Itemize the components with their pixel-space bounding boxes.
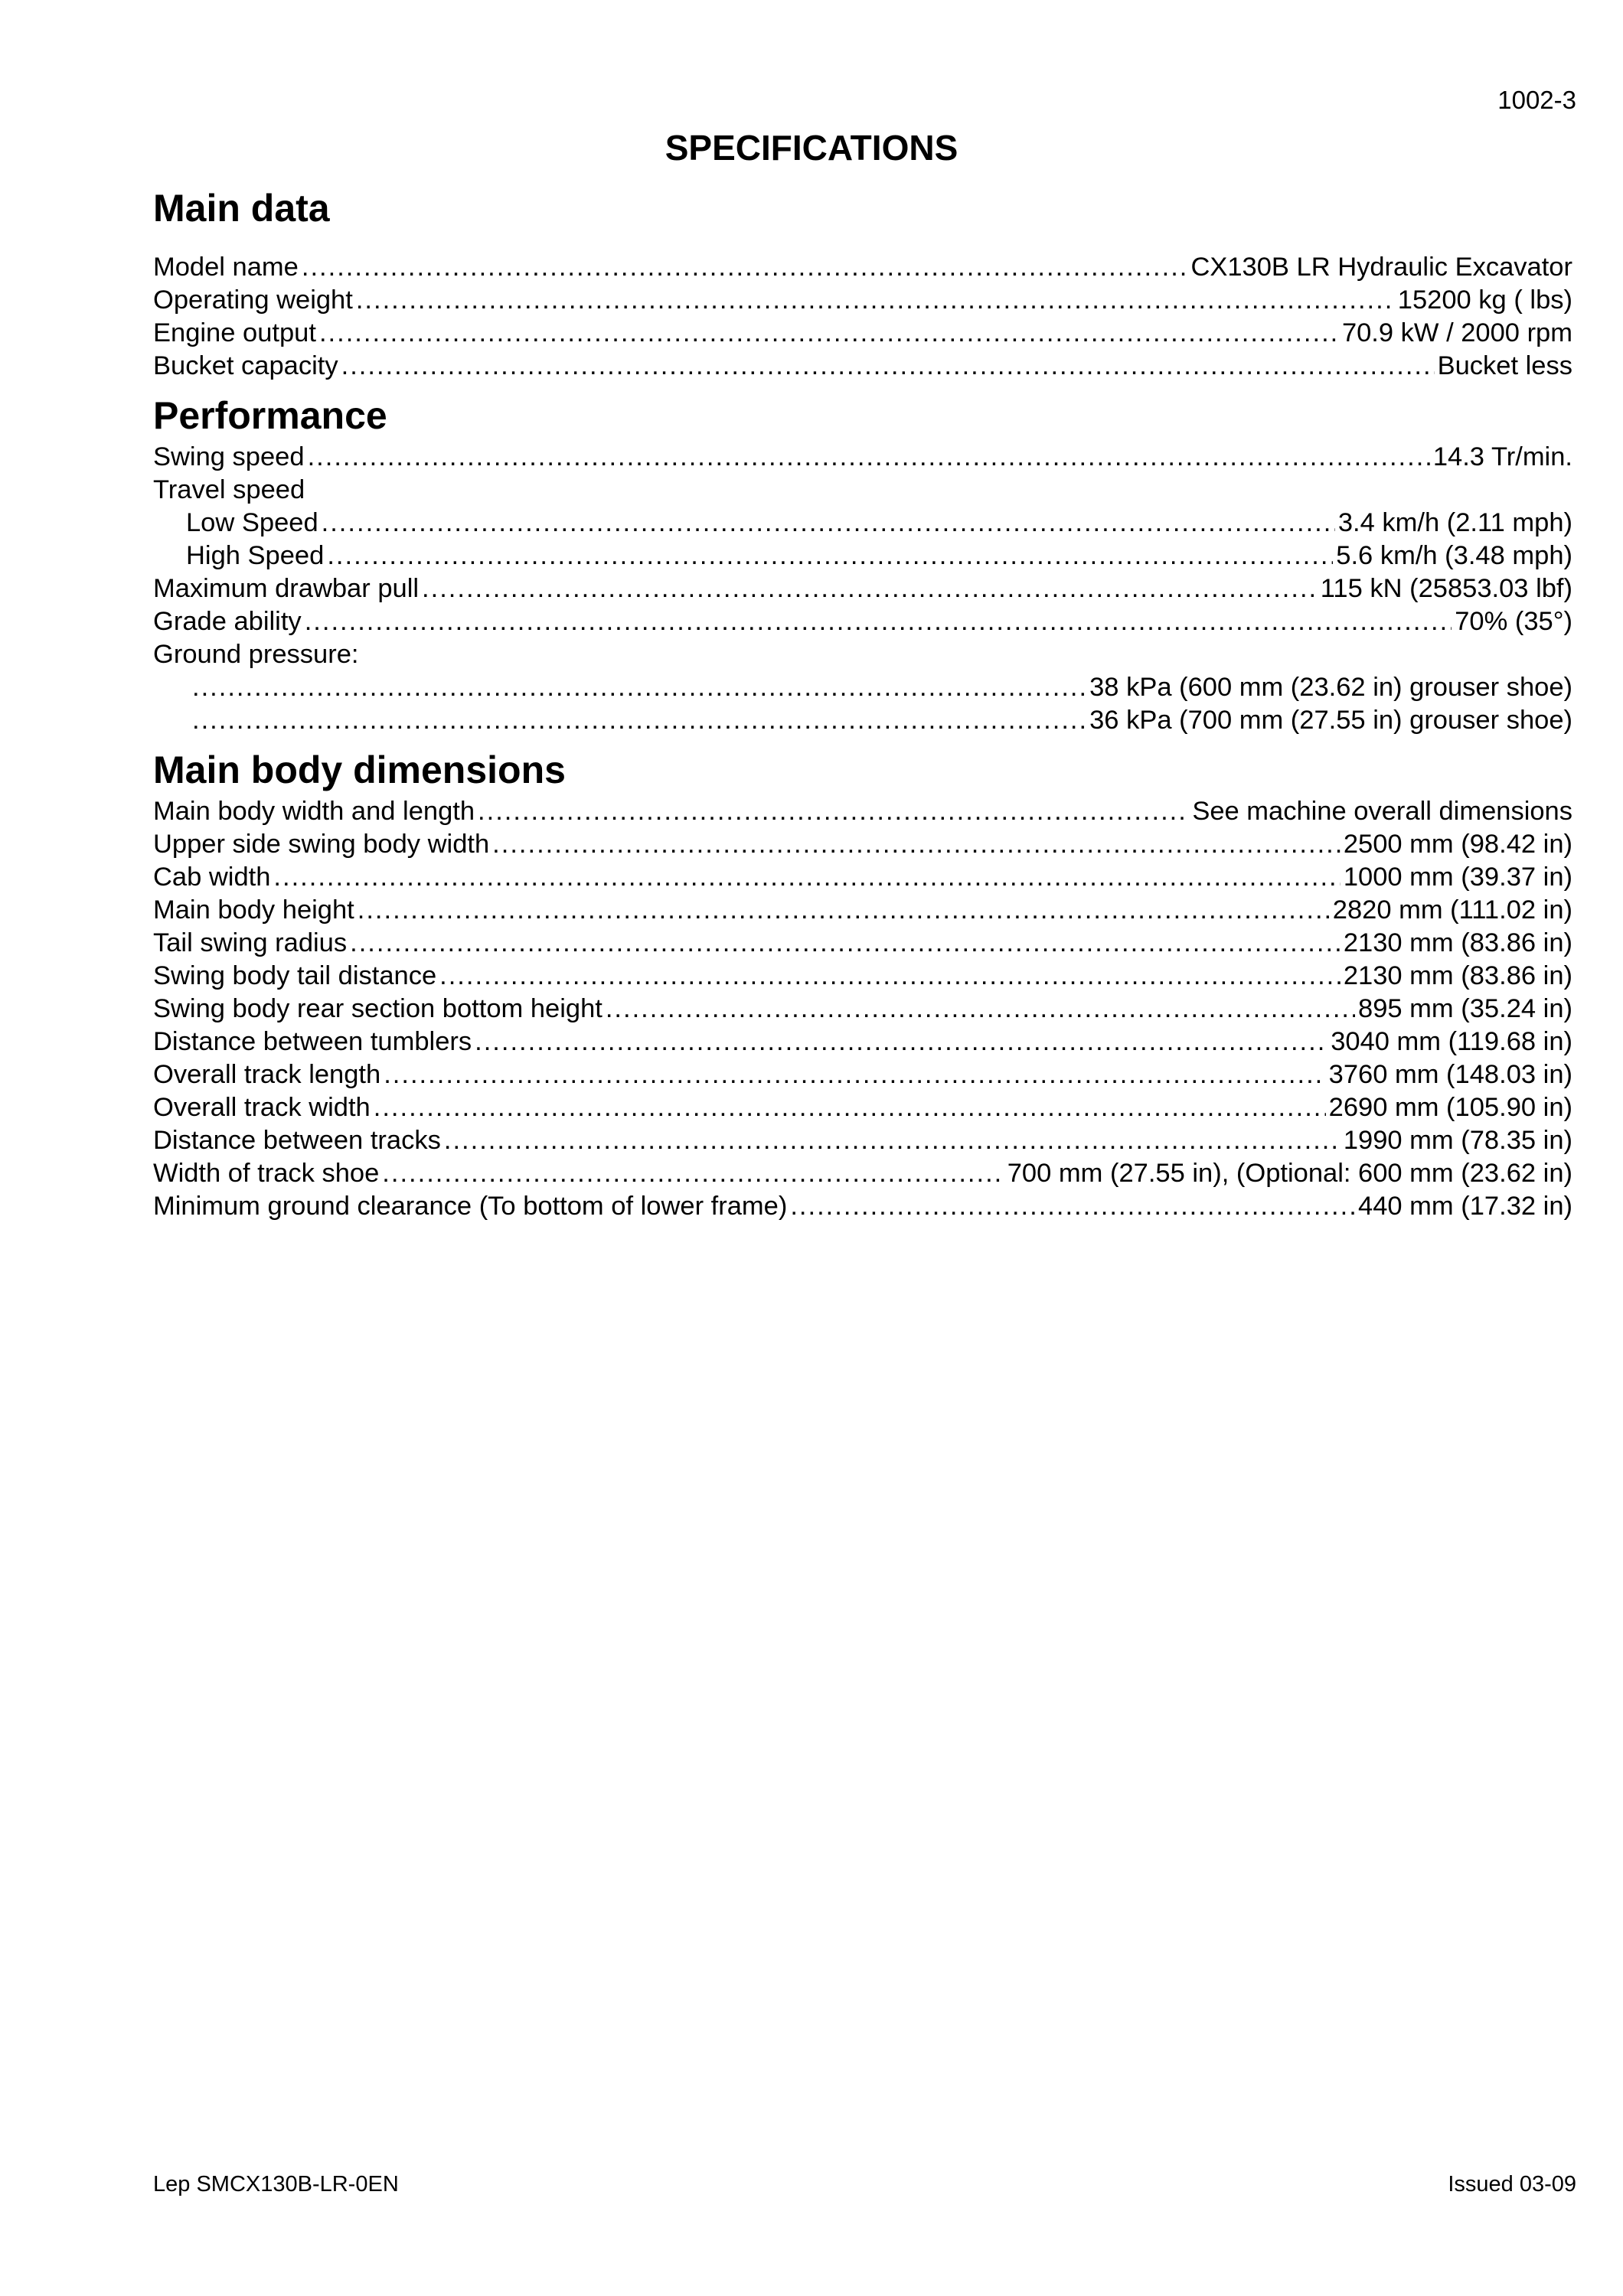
spec-row-overall-track-width xyxy=(153,1091,1572,1124)
dot-leader xyxy=(606,993,1355,1025)
spec-value: 440 mm (17.32 in) xyxy=(1358,1192,1572,1221)
page-number: 1002-3 xyxy=(1497,86,1576,114)
spec-row-ground-pressure-700 xyxy=(153,704,1572,736)
spec-value: 2130 mm (83.86 in) xyxy=(1343,928,1572,957)
spec-label: Overall track width xyxy=(153,1093,371,1122)
dot-leader xyxy=(319,317,1339,349)
document-title: SPECIFICATIONS xyxy=(665,128,958,168)
spec-value: 1000 mm (39.37 in) xyxy=(1343,863,1572,892)
spec-row-overall-track-length xyxy=(153,1058,1572,1091)
spec-row-upper-swing-body-width xyxy=(153,828,1572,860)
dot-leader xyxy=(492,828,1341,860)
spec-label: Grade ability xyxy=(153,607,302,636)
spec-label: High Speed xyxy=(186,541,325,570)
spec-value: 5.6 km/h (3.48 mph) xyxy=(1336,541,1572,570)
spec-row-width-of-track-shoe xyxy=(153,1157,1572,1189)
spec-value: 38 kPa (600 mm (23.62 in) grouser shoe) xyxy=(1089,673,1572,702)
spec-label: Travel speed xyxy=(153,475,305,504)
dot-leader xyxy=(356,284,1395,316)
spec-row-bucket-capacity xyxy=(153,350,1572,382)
spec-row-swing-speed xyxy=(153,441,1572,473)
spec-row-minimum-ground-clearance xyxy=(153,1190,1572,1222)
spec-value: CX130B LR Hydraulic Excavator xyxy=(1190,253,1572,282)
section-heading-main-data: Main data xyxy=(153,187,330,230)
dot-leader xyxy=(322,507,1335,539)
section-heading-main-body-dimensions: Main body dimensions xyxy=(153,748,566,791)
spec-row-ground-pressure xyxy=(153,638,1572,670)
spec-row-distance-between-tracks xyxy=(153,1124,1572,1156)
spec-row-distance-between-tumblers xyxy=(153,1026,1572,1058)
spec-value: 3.4 km/h (2.11 mph) xyxy=(1337,508,1572,537)
dot-leader xyxy=(384,1058,1325,1091)
spec-label: Swing speed xyxy=(153,442,305,471)
dot-leader xyxy=(475,1026,1327,1058)
spec-value: 14.3 Tr/min. xyxy=(1432,442,1572,471)
dot-leader xyxy=(444,1124,1341,1156)
dot-leader xyxy=(358,894,1330,926)
spec-label: Operating weight xyxy=(153,285,353,315)
spec-label: Swing body rear section bottom height xyxy=(153,994,603,1023)
spec-label: Main body width and length xyxy=(153,797,475,826)
spec-label: Main body height xyxy=(153,895,354,925)
spec-row-operating-weight xyxy=(153,284,1572,316)
spec-label: Minimum ground clearance (To bottom of lower frame) xyxy=(153,1192,788,1221)
dot-leader xyxy=(478,795,1189,827)
spec-label: Distance between tracks xyxy=(153,1126,441,1155)
spec-value: 700 mm (27.55 in), (Optional: 600 mm (23.62 in) xyxy=(1007,1159,1572,1188)
dot-leader xyxy=(374,1091,1326,1124)
spec-label: Model name xyxy=(153,253,299,282)
dot-leader xyxy=(302,251,1188,283)
spec-value: 2820 mm (111.02 in) xyxy=(1332,895,1572,925)
spec-row-travel-speed xyxy=(153,474,1572,506)
spec-value: 70% (35°) xyxy=(1455,607,1572,636)
dot-leader xyxy=(308,441,1430,473)
dot-leader xyxy=(439,960,1341,992)
spec-row-rear-section-bottom-height xyxy=(153,993,1572,1025)
dot-leader xyxy=(341,350,1435,382)
dot-leader xyxy=(327,540,1333,572)
spec-label: Distance between tumblers xyxy=(153,1027,472,1056)
spec-value: See machine overall dimensions xyxy=(1192,797,1572,826)
spec-label: Upper side swing body width xyxy=(153,830,490,859)
dot-leader xyxy=(382,1157,1004,1189)
spec-value: 15200 kg ( lbs) xyxy=(1397,285,1572,315)
spec-label: Cab width xyxy=(153,863,271,892)
spec-value: 895 mm (35.24 in) xyxy=(1358,994,1572,1023)
spec-value: 3760 mm (148.03 in) xyxy=(1328,1060,1572,1089)
spec-value: 2130 mm (83.86 in) xyxy=(1343,961,1572,990)
footer-issue-date: Issued 03-09 xyxy=(1448,2172,1576,2197)
spec-label: Tail swing radius xyxy=(153,928,348,957)
dot-leader xyxy=(192,704,1086,736)
spec-row-high-speed xyxy=(153,540,1572,572)
spec-label: Overall track length xyxy=(153,1060,381,1089)
spec-value: 2500 mm (98.42 in) xyxy=(1343,830,1572,859)
spec-row-main-body-height xyxy=(153,894,1572,926)
spec-label: Maximum drawbar pull xyxy=(153,574,420,603)
spec-row-cab-width xyxy=(153,861,1572,893)
spec-label: Engine output xyxy=(153,318,316,347)
dot-leader xyxy=(350,927,1341,959)
spec-label: Swing body tail distance xyxy=(153,961,437,990)
dot-leader xyxy=(305,605,1452,638)
spec-label: Width of track shoe xyxy=(153,1159,380,1188)
spec-value: 70.9 kW / 2000 rpm xyxy=(1341,318,1572,347)
spec-value: 115 kN (25853.03 lbf) xyxy=(1320,574,1572,603)
spec-row-maximum-drawbar-pull xyxy=(153,572,1572,605)
dot-leader xyxy=(790,1190,1355,1222)
dot-leader xyxy=(192,671,1086,703)
spec-label: Ground pressure: xyxy=(153,640,359,669)
spec-row-low-speed xyxy=(153,507,1572,539)
spec-row-main-body-width-length xyxy=(153,795,1572,827)
footer-document-code: Lep SMCX130B-LR-0EN xyxy=(153,2172,399,2197)
spec-label: Low Speed xyxy=(186,508,318,537)
spec-value: 2690 mm (105.90 in) xyxy=(1328,1093,1572,1122)
spec-row-engine-output xyxy=(153,317,1572,349)
spec-row-model-name xyxy=(153,251,1572,283)
spec-value: 3040 mm (119.68 in) xyxy=(1331,1027,1572,1056)
spec-label: Bucket capacity xyxy=(153,351,338,380)
dot-leader xyxy=(422,572,1318,605)
section-heading-performance: Performance xyxy=(153,394,387,437)
spec-value: 36 kPa (700 mm (27.55 in) grouser shoe) xyxy=(1089,706,1572,735)
spec-row-tail-swing-radius xyxy=(153,927,1572,959)
spec-row-ground-pressure-600 xyxy=(153,671,1572,703)
spec-row-swing-body-tail-distance xyxy=(153,960,1572,992)
spec-value: Bucket less xyxy=(1437,351,1572,380)
spec-value: 1990 mm (78.35 in) xyxy=(1343,1126,1572,1155)
spec-row-grade-ability xyxy=(153,605,1572,638)
dot-leader xyxy=(273,861,1340,893)
